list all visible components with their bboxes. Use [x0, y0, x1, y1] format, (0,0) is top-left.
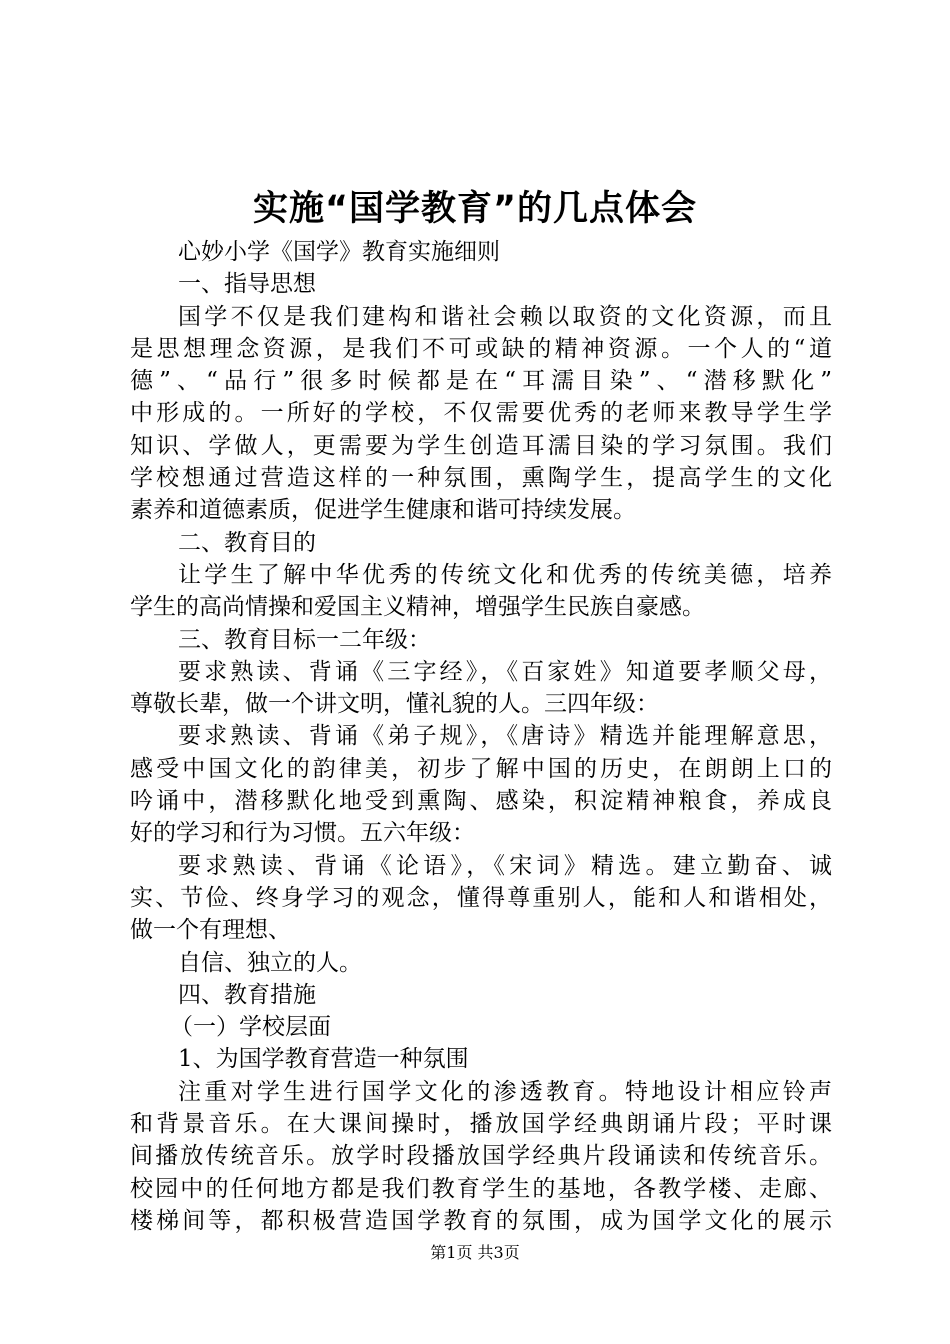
page-footer: 第1页 共3页: [430, 1243, 520, 1262]
text-line: 自信、独立的人。: [178, 949, 362, 976]
text-line: 德”、“品行”很多时候都是在“耳濡目染”、“潜移默化”: [130, 368, 832, 395]
text-line: 要求熟读、背诵《三字经》，《百家姓》知道要孝顺父母，: [178, 658, 832, 685]
text-line: 楼梯间等，都积极营造国学教育的氛围，成为国学文化的展示: [130, 1207, 832, 1234]
text-line: 1、为国学教育营造一种氛围: [178, 1046, 469, 1073]
text-line: 二、教育目的: [178, 529, 316, 556]
text-line: 四、教育措施: [178, 981, 316, 1008]
text-line: 感受中国文化的韵律美，初步了解中国的历史，在朗朗上口的: [130, 755, 832, 782]
text-line: 要求熟读、背诵《论语》，《宋词》精选。建立勤奋、诚: [178, 852, 832, 879]
text-line: 校园中的任何地方都是我们教育学生的基地，各教学楼、走廊、: [130, 1175, 832, 1202]
text-line: 是思想理念资源，是我们不可或缺的精神资源。一个人的“道: [130, 335, 832, 362]
text-line: 注重对学生进行国学文化的渗透教育。特地设计相应铃声: [178, 1078, 832, 1105]
text-line: 中形成的。一所好的学校，不仅需要优秀的老师来教导学生学: [130, 400, 832, 427]
text-line: 尊敬长辈，做一个讲文明，懂礼貌的人。三四年级：: [130, 691, 659, 718]
text-line: 好的学习和行为习惯。五六年级：: [130, 820, 475, 847]
text-line: 学生的高尚情操和爱国主义精神，增强学生民族自豪感。: [130, 594, 705, 621]
text-line: 实、节俭、终身学习的观念，懂得尊重别人，能和人和谐相处，: [130, 884, 832, 911]
text-line: 做一个有理想、: [130, 917, 291, 944]
text-line: 学校想通过营造这样的一种氛围，熏陶学生，提高学生的文化: [130, 465, 832, 492]
document-title: 实施“国学教育”的几点体会: [252, 189, 697, 229]
text-line: 让学生了解中华优秀的传统文化和优秀的传统美德，培养: [178, 561, 832, 588]
document-body: [130, 236, 832, 1237]
text-line: 和背景音乐。在大课间操时，播放国学经典朗诵片段；平时课: [130, 1111, 832, 1138]
text-line: 间播放传统音乐。放学时段播放国学经典片段诵读和传统音乐。: [130, 1143, 832, 1170]
text-line: 知识、学做人，更需要为学生创造耳濡目染的学习氛围。我们: [130, 432, 832, 459]
text-line: 吟诵中，潜移默化地受到熏陶、感染，积淀精神粮食，养成良: [130, 788, 832, 815]
text-line: 要求熟读、背诵《弟子规》，《唐诗》精选并能理解意思，: [178, 723, 832, 750]
text-line: 心妙小学《国学》教育实施细则: [178, 239, 500, 265]
text-line: 素养和道德素质，促进学生健康和谐可持续发展。: [130, 497, 636, 524]
text-line: 三、教育目标一二年级：: [178, 626, 431, 653]
text-line: 一、指导思想: [178, 271, 316, 298]
text-line: （一）学校层面: [170, 1014, 331, 1041]
text-line: 国学不仅是我们建构和谐社会赖以取资的文化资源，而且: [178, 303, 832, 330]
